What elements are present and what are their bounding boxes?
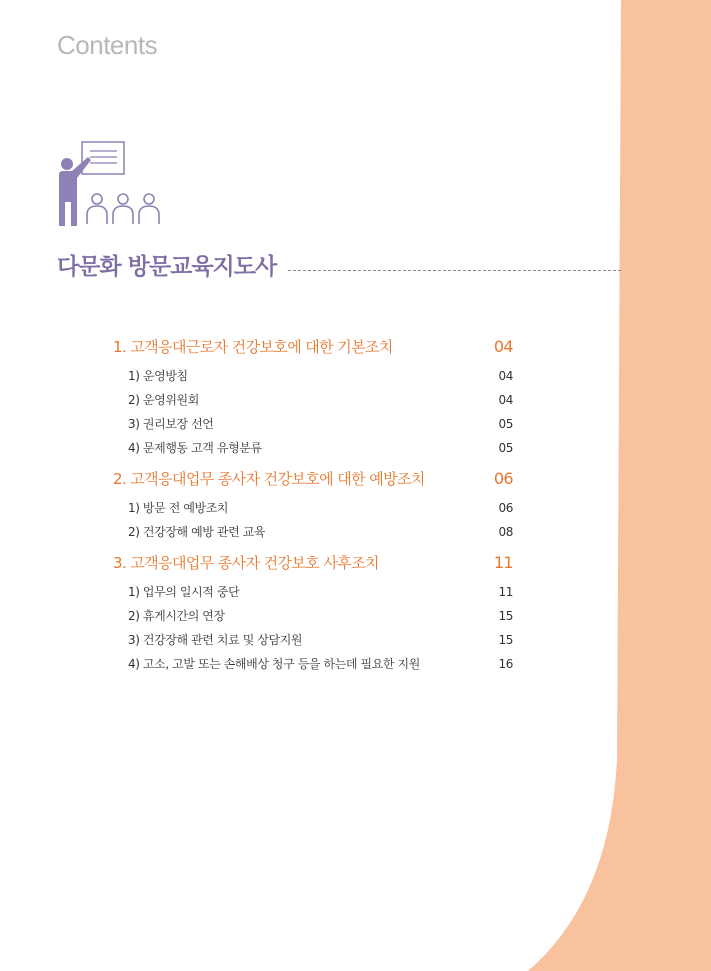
toc-item-page: 04 bbox=[498, 369, 513, 383]
table-of-contents bbox=[113, 336, 513, 676]
toc-item-label: 4) 문제행동 고객 유형분류 bbox=[128, 441, 262, 455]
toc-item[interactable] bbox=[113, 652, 513, 676]
toc-section-2[interactable] bbox=[113, 468, 513, 490]
title-dashed-rule bbox=[288, 270, 621, 271]
toc-item-page: 05 bbox=[498, 417, 513, 431]
toc-item-page: 04 bbox=[498, 393, 513, 407]
teacher-presentation-icon bbox=[55, 140, 167, 228]
toc-item-label: 2) 건강장해 예방 관련 교육 bbox=[128, 525, 266, 539]
toc-item[interactable] bbox=[113, 604, 513, 628]
toc-item-label: 1) 방문 전 예방조치 bbox=[128, 501, 229, 515]
toc-item-page: 06 bbox=[498, 501, 513, 515]
toc-item[interactable] bbox=[113, 388, 513, 412]
toc-item[interactable] bbox=[113, 628, 513, 652]
toc-item[interactable] bbox=[113, 580, 513, 604]
toc-item-page: 11 bbox=[498, 585, 513, 599]
toc-item[interactable] bbox=[113, 412, 513, 436]
document-title: 다문화 방문교육지도사 bbox=[57, 254, 277, 280]
toc-item-page: 05 bbox=[498, 441, 513, 455]
toc-item-page: 08 bbox=[498, 525, 513, 539]
toc-item-label: 4) 고소, 고발 또는 손해배상 청구 등을 하는데 필요한 지원 bbox=[128, 657, 420, 671]
toc-item-label: 3) 건강장해 관련 치료 및 상담지원 bbox=[128, 633, 303, 647]
toc-item-page: 16 bbox=[498, 657, 513, 671]
toc-item[interactable] bbox=[113, 364, 513, 388]
toc-item-label: 2) 휴게시간의 연장 bbox=[128, 609, 225, 623]
toc-section-2-heading: 2. 고객응대업무 종사자 건강보호에 대한 예방조치 bbox=[113, 470, 425, 488]
contents-label: Contents bbox=[57, 30, 158, 60]
toc-item-page: 15 bbox=[498, 609, 513, 623]
toc-item[interactable] bbox=[113, 496, 513, 520]
toc-section-1-heading: 1. 고객응대근로자 건강보호에 대한 기본조치 bbox=[113, 338, 393, 356]
toc-item-label: 1) 업무의 일시적 중단 bbox=[128, 585, 240, 599]
toc-item-label: 3) 권리보장 선언 bbox=[128, 417, 214, 431]
toc-item[interactable] bbox=[113, 520, 513, 544]
toc-item-label: 2) 운영위원회 bbox=[128, 393, 199, 407]
toc-item-page: 15 bbox=[498, 633, 513, 647]
toc-item-label: 1) 운영방침 bbox=[128, 369, 188, 383]
toc-section-3[interactable] bbox=[113, 552, 513, 574]
toc-section-3-heading: 3. 고객응대업무 종사자 건강보호 사후조치 bbox=[113, 554, 379, 572]
toc-item[interactable] bbox=[113, 436, 513, 460]
toc-section-1-page: 04 bbox=[493, 337, 513, 356]
toc-section-3-page: 11 bbox=[493, 553, 513, 572]
toc-section-2-page: 06 bbox=[493, 469, 513, 488]
toc-section-1[interactable] bbox=[113, 336, 513, 358]
